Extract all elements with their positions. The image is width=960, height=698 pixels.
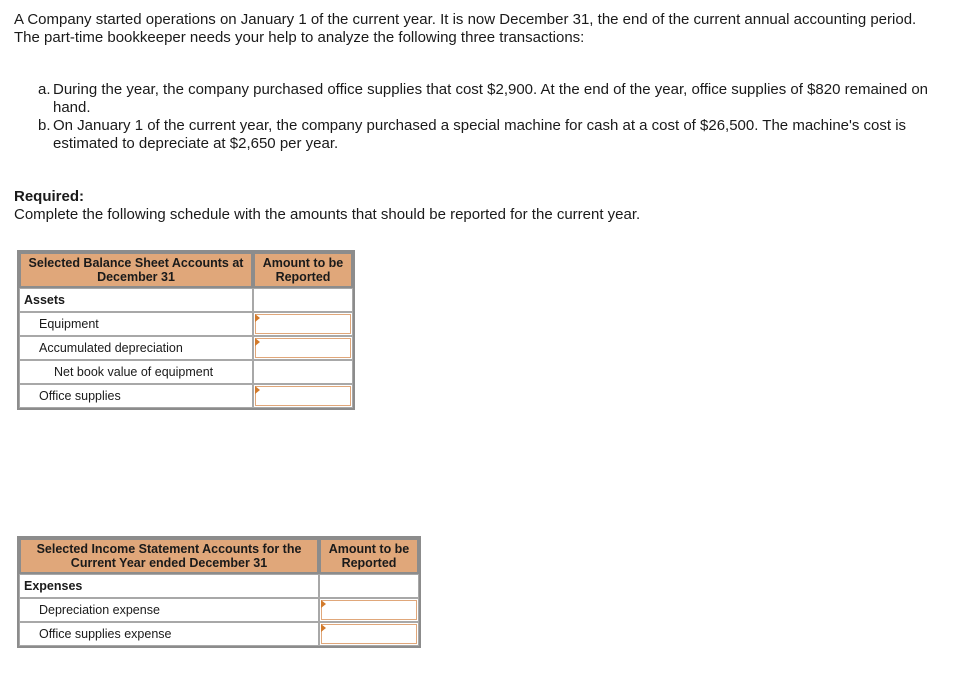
row-office-supplies-label: Office supplies (19, 384, 253, 408)
depreciation-expense-amount-cell (319, 598, 419, 622)
equipment-amount-input[interactable] (255, 314, 351, 334)
transaction-text: During the year, the company purchased office supplies that cost $2,900. At the end of the year, office supplies of $820 remained on hand. (53, 81, 929, 116)
input-marker-icon (255, 338, 260, 346)
balance-sheet-header-account: Selected Balance Sheet Accounts at December 31 (19, 252, 253, 288)
empty-cell (319, 574, 419, 598)
empty-cell (253, 288, 353, 312)
income-statement-header-account: Selected Income Statement Accounts for the Current Year ended December 31 (19, 538, 319, 574)
transaction-label: a. (38, 81, 51, 98)
required-heading: Required: (14, 188, 85, 205)
equipment-amount-cell (253, 312, 353, 336)
office-supplies-amount-input[interactable] (255, 386, 351, 406)
problem-intro: A Company started operations on January 1 of the current year. It is now December 31, the end of the current annual accounting period. The part-time bookkeeper needs your help to analyze the following three transactions: (14, 11, 917, 46)
accumulated-depreciation-amount-input[interactable] (255, 338, 351, 358)
input-marker-icon (255, 314, 260, 322)
balance-sheet-header-amount: Amount to be Reported (253, 252, 353, 288)
row-equipment-label: Equipment (19, 312, 253, 336)
instruction-text: Complete the following schedule with the amounts that should be reported for the current year. (14, 206, 641, 223)
depreciation-expense-amount-input[interactable] (321, 600, 417, 620)
transaction-b (38, 117, 953, 153)
transaction-label: b. (38, 117, 51, 134)
office-supplies-amount-cell (253, 384, 353, 408)
row-net-book-value-label: Net book value of equipment (19, 360, 253, 384)
section-assets: Assets (19, 288, 253, 312)
section-expenses: Expenses (19, 574, 319, 598)
income-statement-header-amount: Amount to be Reported (319, 538, 419, 574)
row-depreciation-expense-label: Depreciation expense (19, 598, 319, 622)
input-marker-icon (321, 624, 326, 632)
transaction-a (38, 81, 953, 117)
transaction-list (38, 81, 953, 153)
accumulated-depreciation-amount-cell (253, 336, 353, 360)
row-accumulated-depreciation-label: Accumulated depreciation (19, 336, 253, 360)
transaction-text: On January 1 of the current year, the company purchased a special machine for cash at a cost of $26,500. The machine's cost is estimated to depreciate at $2,650 per year. (53, 117, 907, 152)
row-office-supplies-expense-label: Office supplies expense (19, 622, 319, 646)
office-supplies-expense-amount-cell (319, 622, 419, 646)
input-marker-icon (321, 600, 326, 608)
office-supplies-expense-amount-input[interactable] (321, 624, 417, 644)
balance-sheet-table (17, 250, 355, 410)
income-statement-table (17, 536, 421, 648)
input-marker-icon (255, 386, 260, 394)
net-book-value-amount-cell (253, 360, 353, 384)
